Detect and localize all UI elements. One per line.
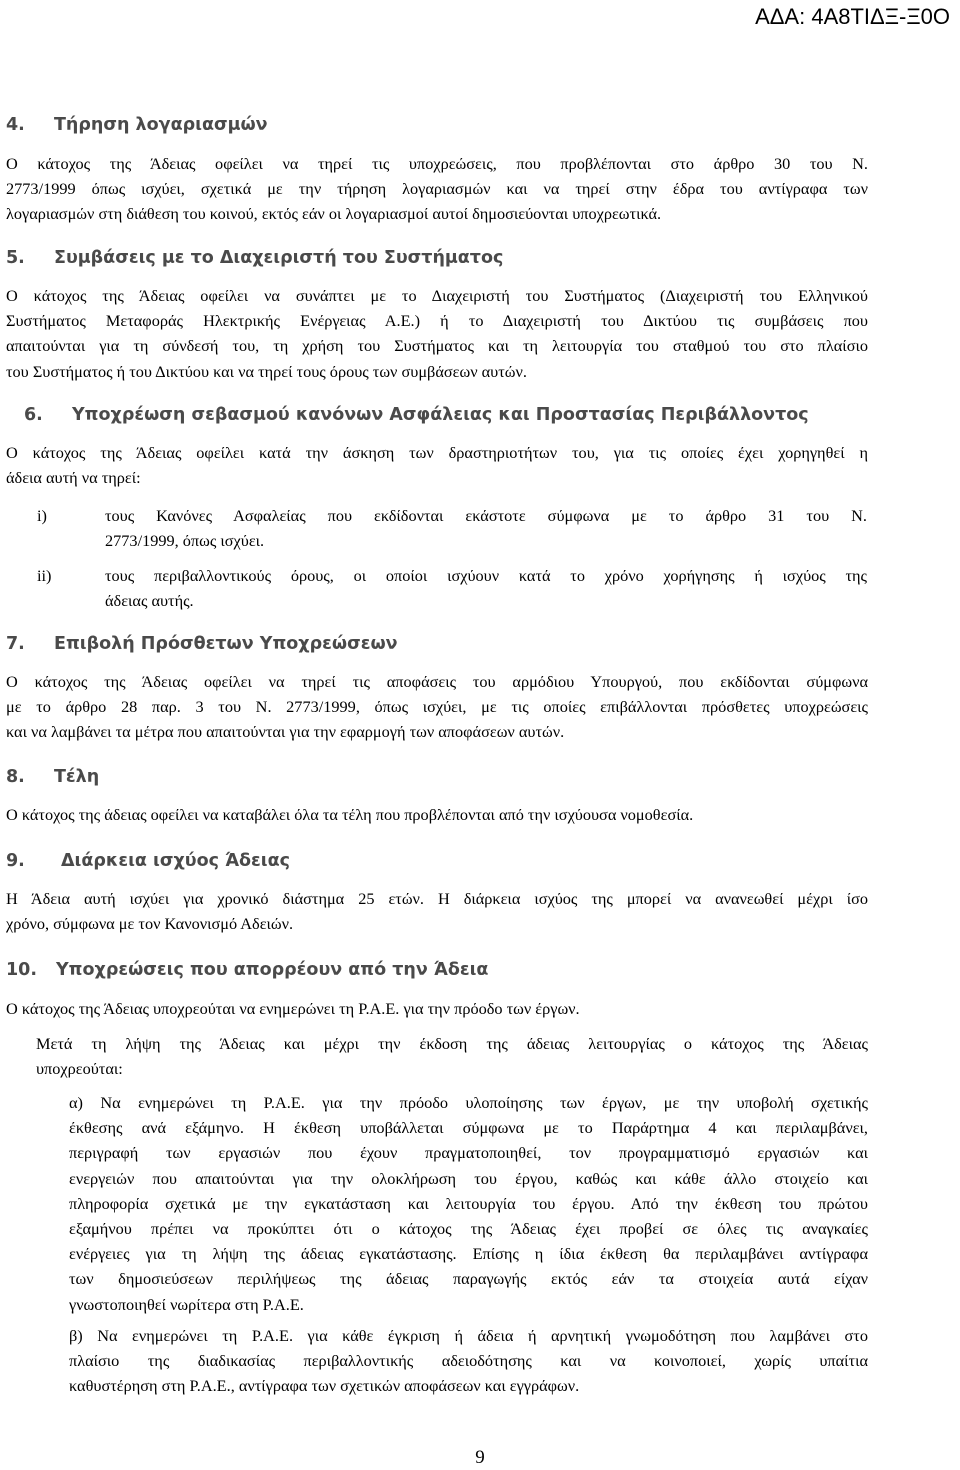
page-number: 9 [475, 1447, 485, 1468]
text-line: άδειας αυτής. [105, 591, 194, 611]
text-line: εξαμήνου πρέπει να προκύπτει ότι ο κάτοχος της Άδειας έχει προβεί σε όλες τις αναγκαίες [69, 1218, 868, 1238]
list-item [105, 503, 867, 553]
section-5-heading [6, 248, 503, 268]
section-number: 10. [6, 960, 38, 980]
section-number: 7. [6, 634, 25, 654]
text-line: 2773/1999, όπως ισχύει. [105, 531, 265, 551]
text-line: με το άρθρο 28 παρ. 3 του Ν. 2773/1999, όπως ισχύει, με τις οποίες επιβάλλονται πρόσθετες υποχρεώσεις [6, 697, 868, 717]
text-line: λογαριασμών στη διάθεση του κοινού, εκτός εάν οι λογαριασμοί αυτοί δημοσιεύονται υποχρεωτικά. [6, 204, 662, 224]
section-title: Τήρηση λογαριασμών [54, 115, 268, 135]
section-7-heading [6, 634, 398, 654]
text-line: Ο κάτοχος της Άδειας οφείλει να τηρεί τις αποφάσεις του αρμόδιου Υπουργού, που εκδίδονται σύμφωνα [6, 672, 868, 691]
text-line: Μετά τη λήψη της Άδειας και μέχρι την έκδοση της άδειας λειτουργίας ο κάτοχος της Άδειας [36, 1034, 868, 1053]
section-4-heading [6, 115, 268, 135]
list-item [105, 563, 867, 613]
section-10-paragraph [6, 996, 868, 1021]
text-line: Συστήματος Μεταφοράς Ηλεκτρικής Ενέργειας Α.Ε.) ή το Διαχειριστή του Δικτύου τις συμβάσεις που [6, 311, 868, 331]
text-line: β) Να ενημερώνει τη Ρ.Α.Ε. για κάθε έγκριση ή άδεια ή αρνητική γνωμοδότηση που λαμβάνει στο [69, 1326, 868, 1345]
ada-code: ΑΔΑ: 4Α8ΤΙΔΞ-Ξ0Ο [755, 4, 950, 29]
text-line: περιγραφή των εργασιών που έχουν πραγματοποιηθεί, τον προγραμματισμό εργασιών και [69, 1143, 868, 1163]
list-marker: ii) [37, 566, 52, 585]
section-9-heading [6, 851, 290, 871]
item-b-paragraph [69, 1323, 868, 1399]
text-line: Ο κάτοχος της Άδειας οφείλει να συνάπτει με το Διαχειριστή του Συστήματος (Διαχειριστή του Ελληνικού [6, 286, 868, 305]
text-line: απαιτούνται για τη σύνδεσή του, τη χρήση του Συστήματος και τη λειτουργία του σταθμού του στο πλαίσιο [6, 336, 868, 356]
text-line: Ο κάτοχος της Άδειας υποχρεούται να ενημερώνει τη Ρ.Α.Ε. για την πρόοδο των έργων. [6, 999, 580, 1018]
section-title: Συμβάσεις με το Διαχειριστή του Συστήματος [54, 248, 504, 268]
item-a-paragraph [69, 1090, 868, 1317]
text-line: ενέργειες για τη λήψη της άδειας εγκατάστασης. Επίσης η ίδια έκθεση θα περιλαμβάνει αντίγραφα [69, 1244, 868, 1264]
text-line: πλαίσιο της διαδικασίας περιβαλλοντικής αδειοδότησης και να κοινοποιεί, χωρίς υπαίτια [69, 1351, 868, 1371]
text-line: υποχρεούται: [36, 1059, 123, 1079]
section-title: Υποχρέωση σεβασμού κανόνων Ασφάλειας και Προστασίας Περιβάλλοντος [72, 405, 809, 425]
text-line: άδεια αυτή να τηρεί: [6, 468, 141, 488]
text-line: Ο κάτοχος της Άδειας οφείλει να τηρεί τις υποχρεώσεις, που προβλέπονται στο άρθρο 30 του Ν. [6, 154, 868, 173]
section-title: Διάρκεια ισχύος Άδειας [61, 851, 290, 871]
section-number: 9. [6, 851, 25, 871]
text-line: 2773/1999 όπως ισχύει, σχετικά με την τήρηση λογαριασμών και να τηρεί στην έδρα του αντίγραφα των [6, 179, 868, 199]
section-8-paragraph [6, 802, 868, 827]
text-line: γνωστοποιηθεί νωρίτερα στη Ρ.Α.Ε. [69, 1294, 304, 1314]
section-4-paragraph [6, 151, 868, 227]
text-line: Ο κάτοχος της άδειας οφείλει να καταβάλει όλα τα τέλη που προβλέπονται από την ισχύουσα νομοθεσία. [6, 805, 694, 824]
text-line: των δημοσιεύσεων περιλήψεως της άδειας παραγωγής εκτός εάν τα στοιχεία αυτά είχαν [69, 1269, 868, 1289]
section-title: Τέλη [54, 767, 100, 787]
text-line: α) Να ενημερώνει τη Ρ.Α.Ε. για την πρόοδο υλοποίησης των έργων, με την υποβολή σχετικής [69, 1093, 868, 1112]
text-line: και να λαμβάνει τα μέτρα που απαιτούνται για την εφαρμογή των αποφάσεων αυτών. [6, 722, 565, 742]
section-title: Υποχρεώσεις που απορρέουν από την Άδεια [56, 960, 489, 980]
section-10-subparagraph [36, 1031, 868, 1081]
section-8-heading [6, 767, 99, 787]
section-9-paragraph [6, 886, 868, 936]
section-number: 5. [6, 248, 25, 268]
text-line: χρόνο, σύμφωνα με τον Κανονισμό Αδειών. [6, 914, 294, 934]
text-line: του Συστήματος ή του Δικτύου και να τηρεί τους όρους των συμβάσεων αυτών. [6, 361, 527, 381]
text-line: τους περιβαλλοντικούς όρους, οι οποίοι ισχύουν κατά το χρόνο χορήγησης ή ισχύος της [105, 566, 867, 585]
section-6-heading [24, 405, 809, 425]
text-line: πληροφορία σχετικά με την εγκατάσταση και λειτουργία του έργου. Από την έκθεση του πρώτου [69, 1193, 868, 1213]
list-marker: i) [37, 506, 47, 525]
text-line: τους Κανόνες Ασφαλείας που εκδίδονται εκάστοτε σύμφωνα με το άρθρο 31 του Ν. [105, 506, 867, 525]
text-line: ενεργειών που απαιτούνται για την ολοκλήρωση του έργου, καθώς και κάθε άλλο στοιχείο και [69, 1168, 868, 1188]
section-10-heading [6, 960, 488, 980]
section-number: 6. [24, 405, 43, 425]
text-line: έκθεσης ανά εξάμηνο. Η έκθεση υποβάλλεται σύμφωνα με το Παράρτημα 4 και περιλαμβάνει, [69, 1118, 868, 1138]
section-number: 4. [6, 115, 25, 135]
section-6-paragraph [6, 440, 868, 490]
section-title: Επιβολή Πρόσθετων Υποχρεώσεων [54, 634, 398, 654]
text-line: καθυστέρηση στη Ρ.Α.Ε., αντίγραφα των σχετικών αποφάσεων και εγγράφων. [69, 1376, 580, 1396]
section-number: 8. [6, 767, 25, 787]
text-line: Η Άδεια αυτή ισχύει για χρονικό διάστημα 25 ετών. Η διάρκεια ισχύος της μπορεί να ανανεωθεί μέχρι ίσο [6, 889, 868, 908]
section-7-paragraph [6, 669, 868, 745]
text-line: Ο κάτοχος της Άδειας οφείλει κατά την άσκηση των δραστηριοτήτων του, για τις οποίες έχει χορηγηθεί η [6, 443, 868, 462]
section-5-paragraph [6, 283, 868, 384]
